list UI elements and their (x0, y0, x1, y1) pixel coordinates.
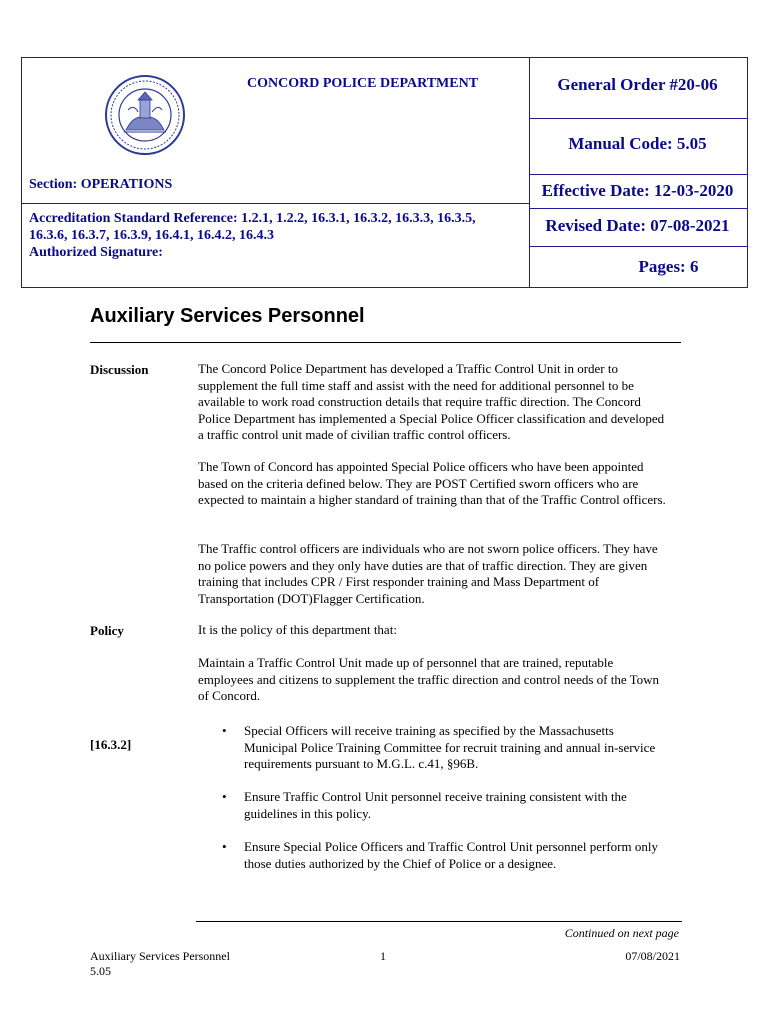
bullet-icon: • (222, 789, 227, 804)
policy-intro: It is the policy of this department that: (198, 622, 397, 637)
discussion-paragraph: The Concord Police Department has developed a Traffic Control Unit in order to supplement the full time staff and assist with the need for additional personnel to be available to work road construction details that require traffic direction. The Concord Police Department has implemented a Special Police Officer classification and developed a traffic control unit made of civilian traffic control officers. (198, 361, 665, 442)
footer-date: 07/08/2021 (625, 949, 680, 963)
discussion-paragraph: The Traffic control officers are individuals who are not sworn police officers. They have no police powers and they only have duties are that of traffic direction. They are given training that includes CPR / First responder training and Mass Department of Transportation (DOT)Flagger Certification. (198, 541, 658, 606)
page-number: 1 (380, 949, 386, 963)
section-label: Section: OPERATIONS (29, 177, 173, 192)
bullet-icon: • (222, 839, 227, 854)
page-title: Auxiliary Services Personnel (90, 305, 365, 327)
department-name: CONCORD POLICE DEPARTMENT (247, 76, 479, 91)
discussion-label: Discussion (90, 362, 149, 377)
town-seal-icon (104, 74, 186, 156)
manual-code: Manual Code: 5.05 (568, 134, 707, 153)
continued-note: Continued on next page (564, 926, 679, 940)
bullet-text: Ensure Special Police Officers and Traffic Control Unit personnel perform only those duties authorized by the Chief of Police or a designee. (244, 839, 658, 871)
header-divider (529, 174, 747, 175)
title-rule (90, 342, 681, 343)
footer-doc-info (90, 949, 230, 979)
policy-label: Policy (90, 623, 124, 638)
bullet-icon: • (222, 723, 227, 738)
bullet-text: Special Officers will receive training as specified by the Massachusetts Municipal Police Training Committee for recruit training and annual in-service requirements pursuant to M.G.L. c.41, §96B. (244, 723, 656, 771)
footer-doc-title: Auxiliary Services Personnel (90, 949, 230, 963)
policy-statement: Maintain a Traffic Control Unit made up of personnel that are trained, reputable employees and citizens to supplement the traffic direction and control needs of the Town of Concord. (198, 655, 660, 703)
accreditation-line: 16.3.6, 16.3.7, 16.3.9, 16.4.1, 16.4.2, 16.4.3 (29, 228, 274, 243)
header-divider (529, 208, 747, 209)
header-divider (529, 118, 747, 119)
footer-doc-code: 5.05 (90, 964, 111, 978)
page-count: Pages: 6 (638, 257, 699, 276)
discussion-paragraph: The Town of Concord has appointed Special Police officers who have been appointed based on the criteria defined below. They are POST Certified sworn officers who are expected to maintain a higher standard of training than that of the Traffic Control officers. (198, 459, 666, 507)
general-order-number: General Order #20-06 (557, 75, 718, 94)
bullet-text: Ensure Traffic Control Unit personnel receive training consistent with the guidelines in this policy. (244, 789, 627, 821)
effective-date: Effective Date: 12-03-2020 (541, 181, 734, 200)
accreditation-line: Accreditation Standard Reference: 1.2.1, 1.2.2, 16.3.1, 16.3.2, 16.3.3, 16.3.5, (29, 211, 476, 226)
header-divider (529, 246, 747, 247)
accreditation-reference (29, 210, 509, 261)
standard-reference: [16.3.2] (90, 737, 132, 752)
header-divider (22, 203, 529, 204)
footer-rule (196, 921, 682, 922)
revised-date: Revised Date: 07-08-2021 (545, 216, 730, 235)
authorized-signature-label: Authorized Signature: (29, 245, 163, 260)
